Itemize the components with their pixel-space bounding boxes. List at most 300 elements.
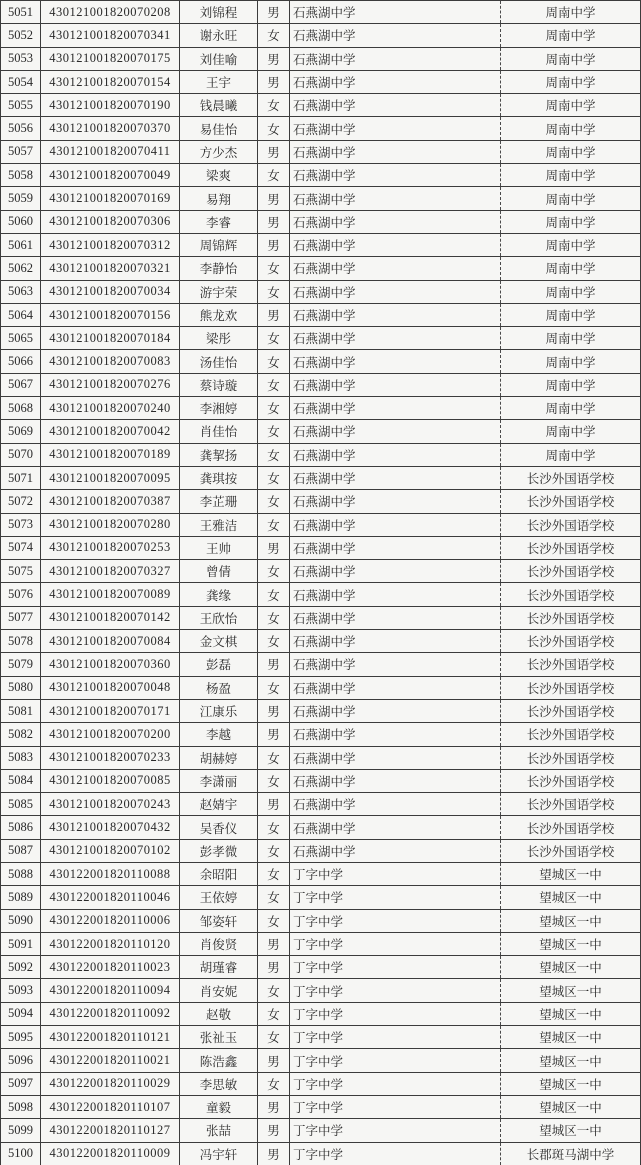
table-row (1, 47, 641, 70)
table-row (1, 723, 641, 746)
table-row (1, 1095, 641, 1118)
origin-school-cell: 石燕湖中学 (290, 676, 501, 699)
student-name-cell: 李芷珊 (180, 490, 258, 513)
student-name-cell: 蔡诗璇 (180, 373, 258, 396)
origin-school-cell: 石燕湖中学 (290, 397, 501, 420)
admitted-school-cell: 长沙外国语学校 (501, 816, 641, 839)
admitted-school-cell: 长沙外国语学校 (501, 630, 641, 653)
admitted-school-cell: 望城区一中 (501, 1072, 641, 1095)
student-name-cell: 彭孝微 (180, 839, 258, 862)
student-name-cell: 易佳怡 (180, 117, 258, 140)
seq-cell: 5080 (1, 676, 41, 699)
seq-cell: 5081 (1, 699, 41, 722)
exam-code-cell: 430122001820110121 (41, 1026, 180, 1049)
table-row (1, 979, 641, 1002)
student-name-cell: 胡瑾睿 (180, 956, 258, 979)
table-row (1, 140, 641, 163)
seq-cell: 5093 (1, 979, 41, 1002)
seq-cell: 5072 (1, 490, 41, 513)
student-name-cell: 余昭阳 (180, 862, 258, 885)
gender-cell: 男 (258, 187, 290, 210)
origin-school-cell: 丁字中学 (290, 1002, 501, 1025)
exam-code-cell: 430121001820070200 (41, 723, 180, 746)
table-row (1, 94, 641, 117)
exam-code-cell: 430121001820070243 (41, 793, 180, 816)
seq-cell: 5073 (1, 513, 41, 536)
exam-code-cell: 430121001820070085 (41, 769, 180, 792)
exam-code-cell: 430122001820110092 (41, 1002, 180, 1025)
student-name-cell: 游宇荣 (180, 280, 258, 303)
admitted-school-cell: 周南中学 (501, 420, 641, 443)
table-row (1, 909, 641, 932)
table-row (1, 1119, 641, 1142)
origin-school-cell: 石燕湖中学 (290, 839, 501, 862)
table-row (1, 862, 641, 885)
exam-code-cell: 430122001820110127 (41, 1119, 180, 1142)
student-name-cell: 王雅洁 (180, 513, 258, 536)
student-name-cell: 梁爽 (180, 164, 258, 187)
table-row (1, 24, 641, 47)
admitted-school-cell: 长郡斑马湖中学 (501, 1142, 641, 1165)
gender-cell: 女 (258, 630, 290, 653)
gender-cell: 男 (258, 932, 290, 955)
gender-cell: 男 (258, 1095, 290, 1118)
admitted-school-cell: 长沙外国语学校 (501, 793, 641, 816)
gender-cell: 女 (258, 676, 290, 699)
seq-cell: 5094 (1, 1002, 41, 1025)
origin-school-cell: 石燕湖中学 (290, 466, 501, 489)
gender-cell: 女 (258, 24, 290, 47)
admitted-school-cell: 望城区一中 (501, 956, 641, 979)
student-name-cell: 熊龙欢 (180, 303, 258, 326)
exam-code-cell: 430121001820070042 (41, 420, 180, 443)
exam-code-cell: 430121001820070312 (41, 233, 180, 256)
gender-cell: 男 (258, 210, 290, 233)
student-name-cell: 钱晨曦 (180, 94, 258, 117)
exam-code-cell: 430121001820070190 (41, 94, 180, 117)
seq-cell: 5071 (1, 466, 41, 489)
admitted-school-cell: 周南中学 (501, 140, 641, 163)
student-name-cell: 梁彤 (180, 327, 258, 350)
gender-cell: 男 (258, 140, 290, 163)
gender-cell: 男 (258, 70, 290, 93)
student-name-cell: 李潇丽 (180, 769, 258, 792)
gender-cell: 女 (258, 583, 290, 606)
admitted-school-cell: 周南中学 (501, 257, 641, 280)
exam-code-cell: 430121001820070276 (41, 373, 180, 396)
exam-code-cell: 430121001820070327 (41, 560, 180, 583)
seq-cell: 5055 (1, 94, 41, 117)
table-row (1, 1002, 641, 1025)
exam-code-cell: 430122001820110120 (41, 932, 180, 955)
exam-code-cell: 430121001820070360 (41, 653, 180, 676)
seq-cell: 5062 (1, 257, 41, 280)
seq-cell: 5090 (1, 909, 41, 932)
admitted-school-cell: 周南中学 (501, 24, 641, 47)
admitted-school-cell: 周南中学 (501, 327, 641, 350)
exam-code-cell: 430121001820070175 (41, 47, 180, 70)
origin-school-cell: 石燕湖中学 (290, 24, 501, 47)
gender-cell: 女 (258, 839, 290, 862)
origin-school-cell: 石燕湖中学 (290, 699, 501, 722)
seq-cell: 5061 (1, 233, 41, 256)
origin-school-cell: 石燕湖中学 (290, 70, 501, 93)
origin-school-cell: 丁字中学 (290, 1026, 501, 1049)
seq-cell: 5089 (1, 886, 41, 909)
gender-cell: 男 (258, 1142, 290, 1165)
gender-cell: 女 (258, 560, 290, 583)
gender-cell: 女 (258, 490, 290, 513)
exam-code-cell: 430121001820070171 (41, 699, 180, 722)
table-row (1, 886, 641, 909)
gender-cell: 女 (258, 746, 290, 769)
gender-cell: 女 (258, 327, 290, 350)
exam-code-cell: 430122001820110088 (41, 862, 180, 885)
admitted-school-cell: 长沙外国语学校 (501, 676, 641, 699)
seq-cell: 5070 (1, 443, 41, 466)
seq-cell: 5085 (1, 793, 41, 816)
admitted-school-cell: 周南中学 (501, 1, 641, 24)
student-name-cell: 童毅 (180, 1095, 258, 1118)
student-name-cell: 王宇 (180, 70, 258, 93)
table-row (1, 769, 641, 792)
exam-code-cell: 430122001820110006 (41, 909, 180, 932)
gender-cell: 男 (258, 793, 290, 816)
admitted-school-cell: 长沙外国语学校 (501, 490, 641, 513)
gender-cell: 女 (258, 420, 290, 443)
exam-code-cell: 430121001820070341 (41, 24, 180, 47)
admitted-school-cell: 长沙外国语学校 (501, 513, 641, 536)
seq-cell: 5100 (1, 1142, 41, 1165)
table-row (1, 1072, 641, 1095)
admitted-school-cell: 周南中学 (501, 164, 641, 187)
seq-cell: 5092 (1, 956, 41, 979)
seq-cell: 5066 (1, 350, 41, 373)
gender-cell: 女 (258, 513, 290, 536)
student-name-cell: 彭磊 (180, 653, 258, 676)
exam-code-cell: 430121001820070184 (41, 327, 180, 350)
seq-cell: 5052 (1, 24, 41, 47)
exam-code-cell: 430121001820070240 (41, 397, 180, 420)
student-name-cell: 杨盈 (180, 676, 258, 699)
origin-school-cell: 丁字中学 (290, 932, 501, 955)
exam-code-cell: 430121001820070321 (41, 257, 180, 280)
admitted-school-cell: 长沙外国语学校 (501, 466, 641, 489)
table-body (1, 1, 641, 1165)
seq-cell: 5057 (1, 140, 41, 163)
origin-school-cell: 丁字中学 (290, 1119, 501, 1142)
seq-cell: 5054 (1, 70, 41, 93)
origin-school-cell: 石燕湖中学 (290, 793, 501, 816)
gender-cell: 男 (258, 1049, 290, 1072)
exam-code-cell: 430121001820070034 (41, 280, 180, 303)
exam-code-cell: 430121001820070095 (41, 466, 180, 489)
student-name-cell: 赵敬 (180, 1002, 258, 1025)
admitted-school-cell: 周南中学 (501, 373, 641, 396)
gender-cell: 男 (258, 1, 290, 24)
seq-cell: 5051 (1, 1, 41, 24)
student-name-cell: 邹姿轩 (180, 909, 258, 932)
origin-school-cell: 石燕湖中学 (290, 769, 501, 792)
gender-cell: 女 (258, 350, 290, 373)
student-name-cell: 王帅 (180, 536, 258, 559)
seq-cell: 5091 (1, 932, 41, 955)
exam-code-cell: 430121001820070089 (41, 583, 180, 606)
table-row (1, 1142, 641, 1165)
exam-code-cell: 430121001820070370 (41, 117, 180, 140)
gender-cell: 女 (258, 909, 290, 932)
origin-school-cell: 石燕湖中学 (290, 280, 501, 303)
origin-school-cell: 石燕湖中学 (290, 47, 501, 70)
table-row (1, 956, 641, 979)
origin-school-cell: 石燕湖中学 (290, 630, 501, 653)
exam-code-cell: 430121001820070102 (41, 839, 180, 862)
seq-cell: 5083 (1, 746, 41, 769)
admitted-school-cell: 周南中学 (501, 233, 641, 256)
exam-code-cell: 430121001820070083 (41, 350, 180, 373)
table-row (1, 233, 641, 256)
origin-school-cell: 石燕湖中学 (290, 373, 501, 396)
seq-cell: 5097 (1, 1072, 41, 1095)
origin-school-cell: 石燕湖中学 (290, 746, 501, 769)
student-name-cell: 李静怡 (180, 257, 258, 280)
table-row (1, 536, 641, 559)
table-row (1, 606, 641, 629)
student-name-cell: 陈浩鑫 (180, 1049, 258, 1072)
exam-code-cell: 430121001820070154 (41, 70, 180, 93)
gender-cell: 女 (258, 117, 290, 140)
origin-school-cell: 石燕湖中学 (290, 513, 501, 536)
table-row (1, 676, 641, 699)
gender-cell: 女 (258, 373, 290, 396)
gender-cell: 女 (258, 1002, 290, 1025)
origin-school-cell: 丁字中学 (290, 1142, 501, 1165)
seq-cell: 5086 (1, 816, 41, 839)
student-name-cell: 李睿 (180, 210, 258, 233)
origin-school-cell: 石燕湖中学 (290, 536, 501, 559)
origin-school-cell: 石燕湖中学 (290, 257, 501, 280)
admitted-school-cell: 周南中学 (501, 350, 641, 373)
admitted-school-cell: 望城区一中 (501, 932, 641, 955)
admitted-school-cell: 望城区一中 (501, 862, 641, 885)
admitted-school-cell: 望城区一中 (501, 886, 641, 909)
table-row (1, 327, 641, 350)
gender-cell: 女 (258, 816, 290, 839)
table-row (1, 210, 641, 233)
origin-school-cell: 丁字中学 (290, 956, 501, 979)
admitted-school-cell: 长沙外国语学校 (501, 653, 641, 676)
admitted-school-cell: 周南中学 (501, 47, 641, 70)
admitted-school-cell: 周南中学 (501, 117, 641, 140)
exam-code-cell: 430121001820070208 (41, 1, 180, 24)
table-row (1, 443, 641, 466)
admitted-school-cell: 望城区一中 (501, 1049, 641, 1072)
exam-code-cell: 430121001820070048 (41, 676, 180, 699)
student-name-cell: 周锦辉 (180, 233, 258, 256)
origin-school-cell: 丁字中学 (290, 1072, 501, 1095)
student-name-cell: 李越 (180, 723, 258, 746)
student-name-cell: 王欣怡 (180, 606, 258, 629)
seq-cell: 5063 (1, 280, 41, 303)
gender-cell: 男 (258, 1119, 290, 1142)
origin-school-cell: 石燕湖中学 (290, 187, 501, 210)
admitted-school-cell: 长沙外国语学校 (501, 839, 641, 862)
table-row (1, 373, 641, 396)
table-row (1, 350, 641, 373)
origin-school-cell: 丁字中学 (290, 1049, 501, 1072)
origin-school-cell: 石燕湖中学 (290, 233, 501, 256)
student-name-cell: 肖安妮 (180, 979, 258, 1002)
seq-cell: 5053 (1, 47, 41, 70)
student-name-cell: 张祉玉 (180, 1026, 258, 1049)
seq-cell: 5059 (1, 187, 41, 210)
student-name-cell: 龚缘 (180, 583, 258, 606)
exam-code-cell: 430121001820070142 (41, 606, 180, 629)
table-row (1, 70, 641, 93)
seq-cell: 5060 (1, 210, 41, 233)
gender-cell: 女 (258, 164, 290, 187)
gender-cell: 男 (258, 653, 290, 676)
table-row (1, 466, 641, 489)
table-row (1, 816, 641, 839)
seq-cell: 5077 (1, 606, 41, 629)
origin-school-cell: 石燕湖中学 (290, 350, 501, 373)
table-row (1, 1049, 641, 1072)
origin-school-cell: 石燕湖中学 (290, 117, 501, 140)
seq-cell: 5084 (1, 769, 41, 792)
table-row (1, 630, 641, 653)
admitted-school-cell: 望城区一中 (501, 1119, 641, 1142)
gender-cell: 女 (258, 94, 290, 117)
gender-cell: 男 (258, 233, 290, 256)
exam-code-cell: 430122001820110107 (41, 1095, 180, 1118)
gender-cell: 男 (258, 956, 290, 979)
gender-cell: 女 (258, 886, 290, 909)
origin-school-cell: 石燕湖中学 (290, 140, 501, 163)
table-row (1, 280, 641, 303)
gender-cell: 女 (258, 979, 290, 1002)
origin-school-cell: 丁字中学 (290, 1095, 501, 1118)
admitted-school-cell: 长沙外国语学校 (501, 723, 641, 746)
gender-cell: 女 (258, 257, 290, 280)
student-name-cell: 江康乐 (180, 699, 258, 722)
origin-school-cell: 丁字中学 (290, 979, 501, 1002)
origin-school-cell: 石燕湖中学 (290, 94, 501, 117)
gender-cell: 女 (258, 466, 290, 489)
admitted-school-cell: 周南中学 (501, 210, 641, 233)
student-name-cell: 曾倩 (180, 560, 258, 583)
student-name-cell: 龚挈扬 (180, 443, 258, 466)
origin-school-cell: 石燕湖中学 (290, 653, 501, 676)
seq-cell: 5099 (1, 1119, 41, 1142)
exam-code-cell: 430121001820070411 (41, 140, 180, 163)
exam-code-cell: 430121001820070084 (41, 630, 180, 653)
origin-school-cell: 丁字中学 (290, 862, 501, 885)
seq-cell: 5074 (1, 536, 41, 559)
admitted-school-cell: 周南中学 (501, 94, 641, 117)
seq-cell: 5096 (1, 1049, 41, 1072)
seq-cell: 5075 (1, 560, 41, 583)
exam-code-cell: 430122001820110029 (41, 1072, 180, 1095)
table-row (1, 257, 641, 280)
student-name-cell: 肖佳怡 (180, 420, 258, 443)
origin-school-cell: 石燕湖中学 (290, 560, 501, 583)
origin-school-cell: 石燕湖中学 (290, 443, 501, 466)
origin-school-cell: 石燕湖中学 (290, 816, 501, 839)
student-name-cell: 王依婷 (180, 886, 258, 909)
origin-school-cell: 石燕湖中学 (290, 303, 501, 326)
table-row (1, 164, 641, 187)
gender-cell: 女 (258, 606, 290, 629)
seq-cell: 5067 (1, 373, 41, 396)
admitted-school-cell: 长沙外国语学校 (501, 560, 641, 583)
seq-cell: 5095 (1, 1026, 41, 1049)
table-row (1, 746, 641, 769)
exam-code-cell: 430122001820110046 (41, 886, 180, 909)
gender-cell: 女 (258, 443, 290, 466)
table-row (1, 1, 641, 24)
seq-cell: 5098 (1, 1095, 41, 1118)
origin-school-cell: 石燕湖中学 (290, 583, 501, 606)
table-row (1, 653, 641, 676)
exam-code-cell: 430121001820070169 (41, 187, 180, 210)
gender-cell: 女 (258, 1026, 290, 1049)
admitted-school-cell: 长沙外国语学校 (501, 583, 641, 606)
gender-cell: 男 (258, 47, 290, 70)
seq-cell: 5082 (1, 723, 41, 746)
seq-cell: 5068 (1, 397, 41, 420)
admitted-school-cell: 周南中学 (501, 70, 641, 93)
origin-school-cell: 石燕湖中学 (290, 490, 501, 513)
seq-cell: 5079 (1, 653, 41, 676)
student-name-cell: 冯宇轩 (180, 1142, 258, 1165)
student-name-cell: 谢永旺 (180, 24, 258, 47)
student-name-cell: 汤佳怡 (180, 350, 258, 373)
seq-cell: 5078 (1, 630, 41, 653)
seq-cell: 5058 (1, 164, 41, 187)
origin-school-cell: 石燕湖中学 (290, 420, 501, 443)
student-name-cell: 金文棋 (180, 630, 258, 653)
exam-code-cell: 430121001820070432 (41, 816, 180, 839)
seq-cell: 5076 (1, 583, 41, 606)
seq-cell: 5064 (1, 303, 41, 326)
origin-school-cell: 石燕湖中学 (290, 327, 501, 350)
admitted-school-cell: 望城区一中 (501, 1095, 641, 1118)
admitted-school-cell: 望城区一中 (501, 979, 641, 1002)
table-row (1, 1026, 641, 1049)
gender-cell: 男 (258, 536, 290, 559)
admitted-school-cell: 望城区一中 (501, 909, 641, 932)
table-row (1, 513, 641, 536)
student-name-cell: 张喆 (180, 1119, 258, 1142)
origin-school-cell: 石燕湖中学 (290, 164, 501, 187)
table-row (1, 187, 641, 210)
admitted-school-cell: 望城区一中 (501, 1026, 641, 1049)
table-row (1, 490, 641, 513)
student-name-cell: 胡赫婷 (180, 746, 258, 769)
gender-cell: 女 (258, 280, 290, 303)
table-row (1, 303, 641, 326)
seq-cell: 5056 (1, 117, 41, 140)
admitted-school-cell: 长沙外国语学校 (501, 699, 641, 722)
seq-cell: 5088 (1, 862, 41, 885)
exam-code-cell: 430122001820110021 (41, 1049, 180, 1072)
origin-school-cell: 丁字中学 (290, 909, 501, 932)
exam-code-cell: 430121001820070233 (41, 746, 180, 769)
table-row (1, 420, 641, 443)
exam-code-cell: 430122001820110094 (41, 979, 180, 1002)
gender-cell: 男 (258, 699, 290, 722)
